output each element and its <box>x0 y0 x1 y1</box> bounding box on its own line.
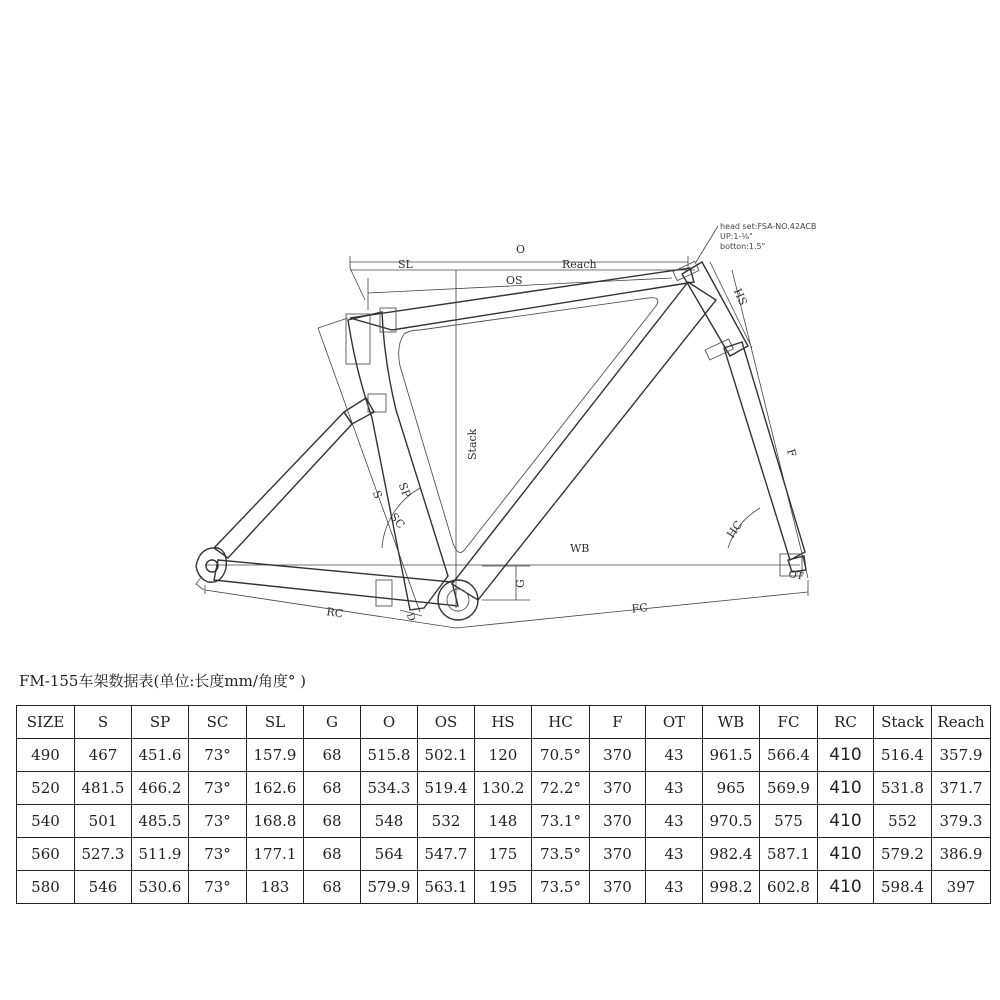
cell-sc: 73° <box>189 772 247 805</box>
cell-g: 68 <box>304 871 361 904</box>
cell-sp: 466.2 <box>132 772 189 805</box>
cell-sl: 162.6 <box>247 772 304 805</box>
geometry-table <box>16 705 991 904</box>
label-Stack: Stack <box>466 428 479 460</box>
cell-fc: 566.4 <box>760 739 818 772</box>
cell-s: 501 <box>75 805 132 838</box>
cell-ot: 43 <box>646 871 703 904</box>
cell-os: 519.4 <box>418 772 475 805</box>
cell-fc: 587.1 <box>760 838 818 871</box>
cell-os: 563.1 <box>418 871 475 904</box>
cell-os: 502.1 <box>418 739 475 772</box>
header-cell-reach: Reach <box>932 706 991 739</box>
label-HC: HC <box>724 518 746 541</box>
cell-rc: 410 <box>818 838 874 871</box>
cell-sl: 183 <box>247 871 304 904</box>
table-caption: FM-155车架数据表(单位:长度mm/角度° ) <box>19 672 306 690</box>
cell-f: 370 <box>590 739 646 772</box>
header-cell-ot: OT <box>646 706 703 739</box>
header-cell-sc: SC <box>189 706 247 739</box>
cell-stack: 552 <box>874 805 932 838</box>
cell-f: 370 <box>590 805 646 838</box>
cell-s: 467 <box>75 739 132 772</box>
cell-rc: 410 <box>818 871 874 904</box>
cell-wb: 982.4 <box>703 838 760 871</box>
cell-os: 532 <box>418 805 475 838</box>
cell-ot: 43 <box>646 739 703 772</box>
label-OT: OT <box>787 569 805 583</box>
cell-hc: 70.5° <box>532 739 590 772</box>
cell-f: 370 <box>590 871 646 904</box>
cell-reach: 357.9 <box>932 739 991 772</box>
table-row <box>17 739 991 772</box>
cell-hc: 73.5° <box>532 871 590 904</box>
table-header-row <box>17 706 991 739</box>
cell-stack: 516.4 <box>874 739 932 772</box>
cell-hs: 130.2 <box>475 772 532 805</box>
header-cell-size: SIZE <box>17 706 75 739</box>
cell-s: 527.3 <box>75 838 132 871</box>
cell-sp: 485.5 <box>132 805 189 838</box>
svg-text:UP:1-⅛": UP:1-⅛" <box>720 232 753 241</box>
cell-s: 481.5 <box>75 772 132 805</box>
label-OS: OS <box>506 274 523 287</box>
header-cell-sl: SL <box>247 706 304 739</box>
label-WB: WB <box>570 542 590 555</box>
cell-ot: 43 <box>646 838 703 871</box>
label-SP: SP <box>395 480 414 500</box>
cell-size: 540 <box>17 805 75 838</box>
label-O: O <box>516 243 526 256</box>
cell-g: 68 <box>304 838 361 871</box>
header-cell-hs: HS <box>475 706 532 739</box>
dimension-labels <box>326 243 805 623</box>
label-F: F <box>784 447 799 459</box>
header-cell-fc: FC <box>760 706 818 739</box>
label-S: S <box>369 488 385 501</box>
label-SL: SL <box>398 258 413 271</box>
cell-sc: 73° <box>189 838 247 871</box>
header-cell-o: O <box>361 706 418 739</box>
cell-reach: 379.3 <box>932 805 991 838</box>
cell-o: 534.3 <box>361 772 418 805</box>
cell-o: 548 <box>361 805 418 838</box>
header-cell-rc: RC <box>818 706 874 739</box>
cell-o: 579.9 <box>361 871 418 904</box>
table-row <box>17 805 991 838</box>
cell-hs: 175 <box>475 838 532 871</box>
label-RC: RC <box>325 605 344 621</box>
cell-o: 564 <box>361 838 418 871</box>
cell-hs: 148 <box>475 805 532 838</box>
cell-g: 68 <box>304 739 361 772</box>
cell-wb: 961.5 <box>703 739 760 772</box>
svg-text:head set:FSA-NO.42ACB: head set:FSA-NO.42ACB <box>720 222 817 231</box>
header-cell-os: OS <box>418 706 475 739</box>
cell-fc: 575 <box>760 805 818 838</box>
cell-rc: 410 <box>818 772 874 805</box>
cell-stack: 531.8 <box>874 772 932 805</box>
cell-f: 370 <box>590 772 646 805</box>
cell-sc: 73° <box>189 871 247 904</box>
cell-sp: 451.6 <box>132 739 189 772</box>
label-FC: FC <box>630 601 649 616</box>
cell-ot: 43 <box>646 772 703 805</box>
cell-fc: 569.9 <box>760 772 818 805</box>
label-SC: SC <box>387 510 408 532</box>
cell-s: 546 <box>75 871 132 904</box>
cell-stack: 579.2 <box>874 838 932 871</box>
cell-size: 580 <box>17 871 75 904</box>
cell-reach: 371.7 <box>932 772 991 805</box>
cell-size: 490 <box>17 739 75 772</box>
header-cell-hc: HC <box>532 706 590 739</box>
svg-text:botton:1.5": botton:1.5" <box>720 242 766 251</box>
header-cell-stack: Stack <box>874 706 932 739</box>
cell-hs: 195 <box>475 871 532 904</box>
label-Reach: Reach <box>562 258 597 271</box>
cell-wb: 998.2 <box>703 871 760 904</box>
cell-hs: 120 <box>475 739 532 772</box>
cell-sp: 530.6 <box>132 871 189 904</box>
table-row <box>17 838 991 871</box>
cell-rc: 410 <box>818 739 874 772</box>
label-D: D <box>403 611 417 623</box>
header-cell-f: F <box>590 706 646 739</box>
cell-os: 547.7 <box>418 838 475 871</box>
table-row <box>17 871 991 904</box>
cell-sl: 157.9 <box>247 739 304 772</box>
cell-fc: 602.8 <box>760 871 818 904</box>
label-HS: HS <box>730 286 750 308</box>
header-cell-g: G <box>304 706 361 739</box>
cell-size: 520 <box>17 772 75 805</box>
cell-rc: 410 <box>818 805 874 838</box>
headset-note <box>696 222 816 262</box>
header-cell-s: S <box>75 706 132 739</box>
header-cell-wb: WB <box>703 706 760 739</box>
cell-reach: 397 <box>932 871 991 904</box>
cell-g: 68 <box>304 772 361 805</box>
cell-stack: 598.4 <box>874 871 932 904</box>
cell-sc: 73° <box>189 805 247 838</box>
cell-f: 370 <box>590 838 646 871</box>
cell-size: 560 <box>17 838 75 871</box>
table-row <box>17 772 991 805</box>
cell-reach: 386.9 <box>932 838 991 871</box>
cell-hc: 73.1° <box>532 805 590 838</box>
cell-o: 515.8 <box>361 739 418 772</box>
cell-hc: 73.5° <box>532 838 590 871</box>
cell-ot: 43 <box>646 805 703 838</box>
header-cell-sp: SP <box>132 706 189 739</box>
label-G: G <box>514 579 527 588</box>
cell-sl: 168.8 <box>247 805 304 838</box>
cell-sc: 73° <box>189 739 247 772</box>
cell-wb: 965 <box>703 772 760 805</box>
cell-g: 68 <box>304 805 361 838</box>
cell-hc: 72.2° <box>532 772 590 805</box>
cell-sl: 177.1 <box>247 838 304 871</box>
cell-wb: 970.5 <box>703 805 760 838</box>
cell-sp: 511.9 <box>132 838 189 871</box>
